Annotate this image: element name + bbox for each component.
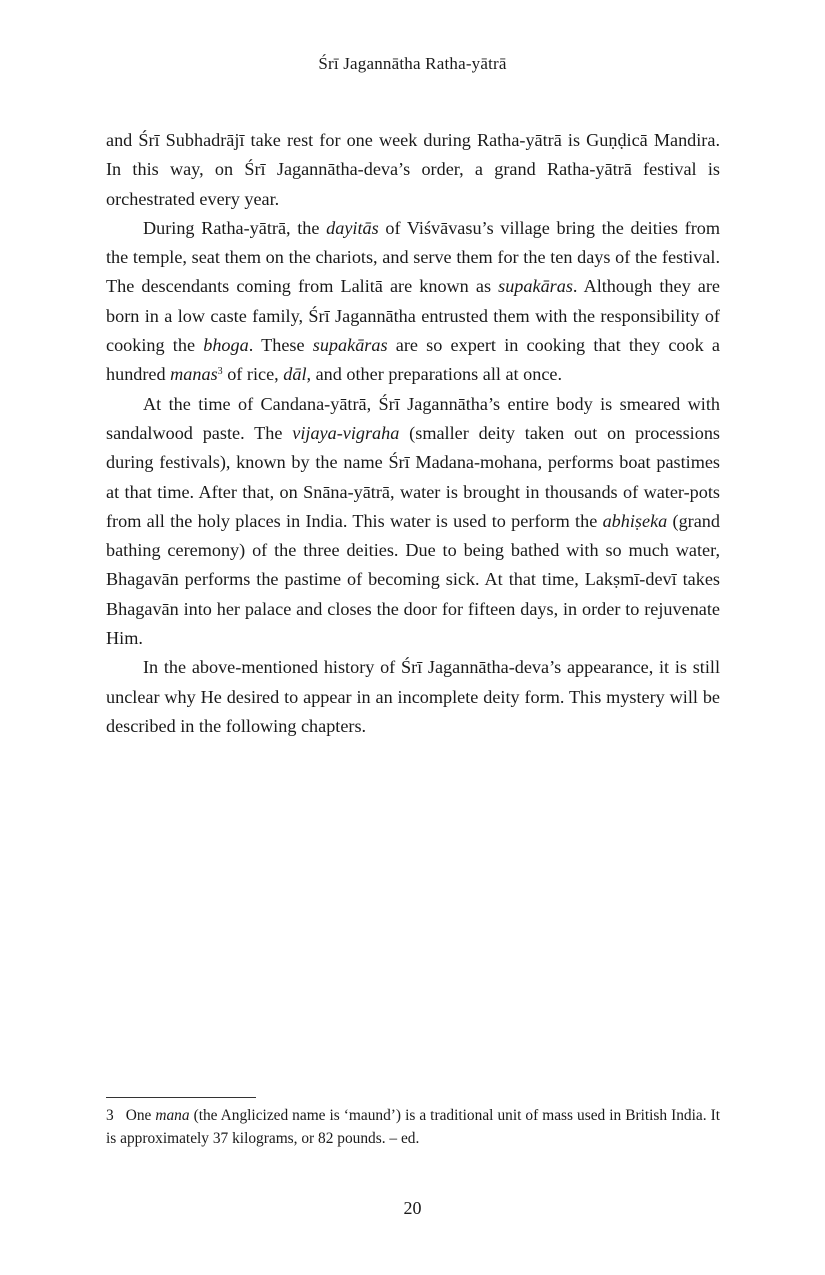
footnote-divider xyxy=(106,1097,256,1098)
paragraph-3: At the time of Candana-yātrā, Śrī Jagannātha’s entire body is smeared with sandalwood paste. The vijaya-vigraha (smaller deity taken out on processions during festivals), known by the name Śrī Madana-mohana, performs boat pastimes at that time. After that, on Snāna-yātrā, water is brought in thousands of water-pots from all the holy places in India. This water is used to perform the abhiṣeka (grand bathing ceremony) of the three deities. Due to being bathed with so much water, Bhagavān performs the pastime of becoming sick. At that time, Lakṣmī-devī takes Bhagavān into her palace and closes the door for fifteen days, in order to rejuvenate Him. xyxy=(106,393,720,649)
page-number: 20 xyxy=(403,1198,422,1218)
paragraph-2: During Ratha-yātrā, the dayitās of Viśvāvasu’s village bring the deities from the temple, seat them on the chariots, and serve them for the ten days of the festival. The descendants coming from Lalitā are known as supakāras. Although they are born in a low caste family, Śrī Jagannātha entrusted them with the responsibility of cooking the bhoga. These supakāras are so expert in cooking that they cook a hundred manas$^3$ of rice, dāl, and other preparations all at once. xyxy=(106,217,720,385)
paragraph-4: In the above-mentioned history of Śrī Jagannātha-deva’s appearance, it is still unclear why He desired to appear in an incomplete deity form. This mystery will be described in the following chapters. xyxy=(106,657,720,736)
footnote-number: 3 xyxy=(106,1107,114,1124)
footnote-reference: 3 xyxy=(217,366,223,378)
running-head-title: Śrī Jagannātha Ratha-yātrā xyxy=(318,54,507,73)
body-text xyxy=(106,126,720,741)
paragraph-1: and Śrī Subhadrājī take rest for one week during Ratha-yātrā is Guṇḍicā Mandira. In this way, on Śrī Jagannātha-deva’s order, a grand Ratha-yātrā festival is orchestrated every year. xyxy=(106,130,720,209)
footnote: 3 One mana (the Anglicized name is ‘maund’) is a traditional unit of mass used in British India. It is approximately 37 kilograms, or 82 pounds. – ed. xyxy=(106,1107,720,1147)
